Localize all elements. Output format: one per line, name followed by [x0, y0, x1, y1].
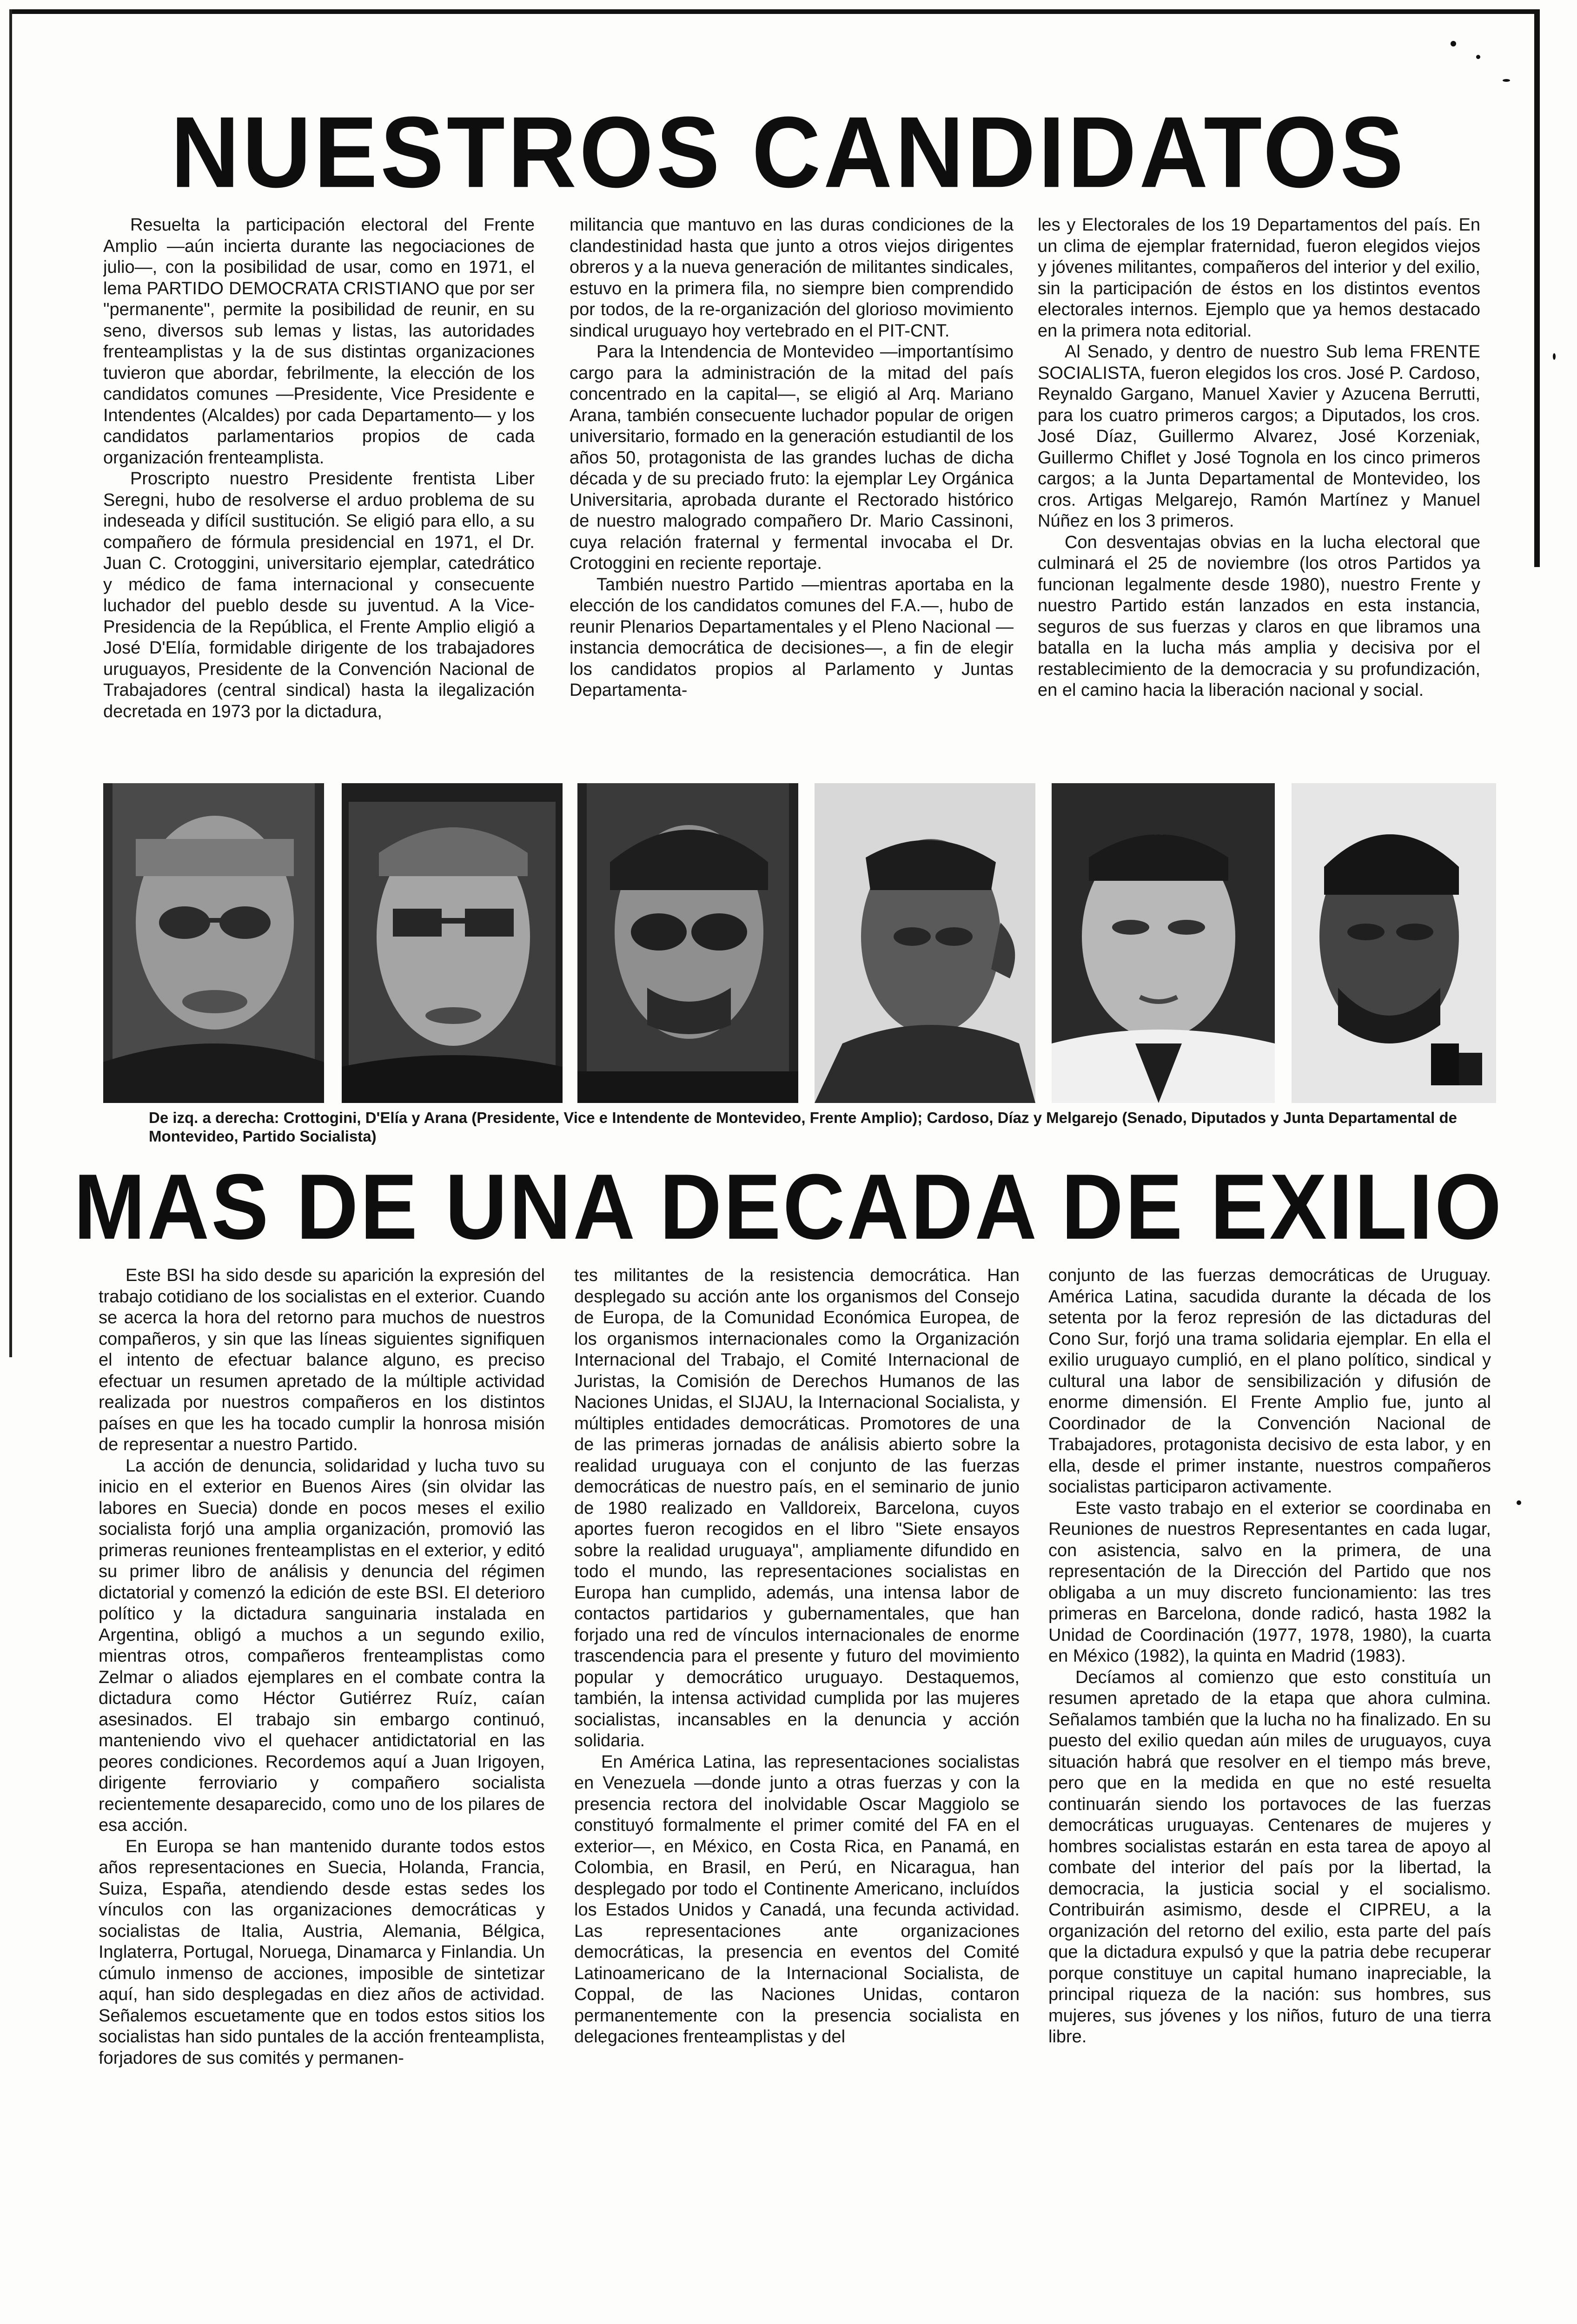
article2-col1-paragraph: La acción de denuncia, solidaridad y lucha tuvo su inicio en el exterior en Buenos Aires (sin olvidar las labores en Suecia) donde en pocos meses el exilio socialista forjó una amplia organización, promovió las primeras reuniones frenteamplistas en el exterior, y editó su primer libro de análisis y denuncia del régimen dictatorial y comenzó la edición de este BSI. El deterioro político y la dictadura sanguinaria instalada en Argentina, obligó a muchos a un segundo exilio, mientras otros, compañeros frenteamplistas como Zelmar o aliados ejemplares en el combate contra la dictadura como Héctor Gutiérrez Ruíz, caían asesinados. El trabajo sin embargo continuó, manteniendo vivo el quehacer antidictatorial en las peores condiciones. Recordemos aquí a Juan Irigoyen, dirigente ferroviario y compañero socialista recientemente desaparecido, como uno de los pilares de esa acción.: [99, 1456, 545, 1835]
print-speck: [1476, 55, 1480, 59]
article1-col2-paragraph: militancia que mantuvo en las duras condiciones de la clandestinidad hasta que junto a otros viejos dirigentes obreros y a la nueva generación de militantes sindicales, estuvo en la primera fila, no siempre bien comprendido por todos, de la re-organización del glorioso movimiento sindical uruguayo hoy vertebrado en el PIT-CNT.: [570, 215, 1014, 341]
article1-col2-paragraph: Para la Intendencia de Montevideo —importantísimo cargo para la administración de la mitad del país concentrado en la capital—, se eligió al Arq. Mariano Arana, también consecuente luchador popular de origen universitario, formado en la generación estudiantil de los años 50, protagonista de las grandes luchas de dicha década y de su preciado fruto: la ejemplar Ley Orgánica Universitaria, aprobada durante el Rectorado histórico de nuestro malogrado compañero Dr. Mario Cassinoni, cuya relación fraternal y fermental invocaba el Dr. Crotoggini en reciente reportaje.: [570, 342, 1014, 573]
article2-col1-paragraph: En Europa se han mantenido durante todos estos años representaciones en Suecia, Holanda, Francia, Suiza, España, atendiendo desde estas sedes los vínculos con las organizaciones democráticas y socialistas de Italia, Austria, Alemania, Bélgica, Inglaterra, Portugal, Noruega, Dinamarca y Finlandia. Un cúmulo inmenso de acciones, imposible de sintetizar aquí, han sido desplegadas en diez años de actividad. Señalemos escuetamente que en todos estos sitios los socialistas han sido puntales de la acción frenteamplista, forjadores de sus comités y permanen-: [99, 1836, 545, 2068]
article2-col3-paragraph: Decíamos al comienzo que esto constituía un resumen apretado de la etapa que ahora culmina. Señalamos también que la lucha no ha finalizado. En su puesto del exilio quedan aún miles de uruguayos, cuya situación habrá que resolver en el tiempo más breve, pero que en la medida en que no esté resuelta continuarán siendo los portavoces de las fuerzas democráticas uruguayas. Centenares de mujeres y hombres socialistas estarán en esta tarea de apoyo al combate del interior del país por la libertad, la democracia, la justicia social y el socialismo. Contribuirán asimismo, desde el CIPREU, a la organización del retorno del exilio, esta parte del país que la dictadura expulsó y que la patria debe recuperar porque constituye un capital humano inapreciable, la principal riqueza de la nación: sus hombres, sus mujeres, sus jóvenes y los niños, futuro de una tierra libre.: [1048, 1667, 1491, 2047]
article1-col3-paragraph: Al Senado, y dentro de nuestro Sub lema FRENTE SOCIALISTA, fueron elegidos los cros. José P. Cardoso, Reynaldo Gargano, Manuel Xavier y Azucena Berrutti, para los cuatro primeros cargos; a Diputados, los cros. José Díaz, Guillermo Alvarez, José Korzeniak, Guillermo Chiflet y José Tognola en los cinco primeros cargos; a la Junta Departamental de Montevideo, los cros. Artigas Melgarejo, Ramón Martínez y Manuel Núñez en los 3 primeros.: [1038, 342, 1480, 531]
headline-nuestros-candidatos: NUESTROS CANDIDATOS: [171, 96, 1406, 209]
candidate-photo-diaz: [1052, 783, 1275, 1103]
article2-column-2: [574, 1265, 1020, 2324]
candidate-photo-melgarejo: [1292, 783, 1496, 1103]
article2-col2-paragraph: tes militantes de la resistencia democrática. Han desplegado su acción ante los organismos del Consejo de Europa, de la Comunidad Económica Europea, de los organismos internacionales como la Organización Internacional del Trabajo, el Comité Internacional de Juristas, la Comisión de Derechos Humanos de las Naciones Unidas, el SIJAU, la Internacional Socialista, y múltiples entidades democráticas. Promotores de una de las primeras jornadas de análisis abierto sobre la realidad uruguaya con el conjunto de las fuerzas democráticas de nuestro país, en el seminario de junio de 1980 realizado en Valldoreix, Barcelona, cuyos aportes fueron recogidos en el libro "Siete ensayos sobre la realidad uruguaya", ampliamente difundido en todo el mundo, las representaciones socialistas en Europa han cumplido, además, una intensa labor de contactos partidarios y gubernamentales, que han forjado una red de vínculos internacionales de enorme trascendencia para el presente y futuro del movimiento popular y democrático uruguayo. Destaquemos, también, la intensa actividad cumplida por las mujeres socialistas, incansables en la denuncia y acción solidaria.: [574, 1266, 1020, 1750]
left-border-rule: [9, 9, 12, 1357]
right-border-rule: [1534, 9, 1540, 567]
article1-col2-paragraph: También nuestro Partido —mientras aportaba en la elección de los candidatos comunes del F.A.—, hubo de reunir Plenarios Departamentales y el Pleno Nacional —instancia democrática de decisiones—, a fin de elegir los candidatos propios al Parlamento y Juntas Departamenta-: [570, 574, 1014, 700]
article2-column-1: [99, 1265, 545, 2324]
article2-col1-paragraph: Este BSI ha sido desde su aparición la expresión del trabajo cotidiano de los socialistas en el exterior. Cuando se acerca la hora del retorno para muchos de nuestros compañeros, y sin que las líneas siguientes signifiquen el intento de efectuar balance alguno, es preciso efectuar un resumen apretado de la múltiple actividad realizada por nuestros compañeros en los distintos países en que les ha tocado cumplir la honrosa misión de representar a nuestro Partido.: [99, 1266, 545, 1454]
candidate-photo-delia: [342, 783, 563, 1103]
top-border-rule: [9, 9, 1539, 14]
candidate-photo-arana: [577, 783, 798, 1103]
print-speck: [1517, 1500, 1521, 1505]
article1-column-1: [103, 215, 535, 770]
candidate-photo-crottogini: [103, 783, 324, 1103]
article1-col3-paragraph: Con desventajas obvias en la lucha electoral que culminará el 25 de noviembre (los otros Partidos ya funcionan legalmente desde 1980), nuestro Frente y nuestro Partido están lanzados en esta instancia, seguros de sus fuerzas y claros en que libramos una batalla en la lucha más amplia y decisiva por el restablecimiento de la democracia y su profundización, en el camino hacia la liberación nacional y social.: [1038, 532, 1480, 700]
article2-col3-paragraph: conjunto de las fuerzas democráticas de Uruguay. América Latina, sacudida durante la década de los setenta por la feroz represión de las dictaduras del Cono Sur, forjó una trama solidaria ejemplar. En ella el exilio uruguayo cumplió, en el plano político, sindical y cultural una labor de sensibilización y difusión de enorme dimensión. El Frente Amplio fue, junto al Coordinador de la Convención Nacional de Trabajadores, protagonista decisivo de esta labor, y en ella, desde el primer instante, nuestros compañeros socialistas participaron activamente.: [1048, 1266, 1491, 1497]
article2-column-3: [1048, 1265, 1491, 2324]
print-speck: [1553, 353, 1556, 360]
print-speck: [1451, 41, 1456, 46]
candidate-photo-cardoso: [815, 783, 1035, 1103]
article1-column-3: [1038, 215, 1480, 770]
article1-column-2: [570, 215, 1014, 770]
article2-col3-paragraph: Este vasto trabajo en el exterior se coordinaba en Reuniones de nuestros Representantes en cada lugar, con asistencia, salvo en la primera, de una representación de la Dirección del Partido que nos obligaba a un muy discreto funcionamiento: las tres primeras en Barcelona, donde radicó, hasta 1982 la Unidad de Coordinación (1977, 1978, 1980), la cuarta en México (1982), la quinta en Madrid (1983).: [1048, 1498, 1491, 1666]
photo-caption: De izq. a derecha: Crottogini, D'Elía y Arana (Presidente, Vice e Intendente de Montevideo, Frente Amplio); Cardoso, Díaz y Melgarejo (Senado, Diputados y Junta Departamental de Montevideo, Partido Socialista): [149, 1109, 1458, 1145]
article2-col2-paragraph: En América Latina, las representaciones socialistas en Venezuela —donde junto a otras fuerzas y con la presencia rectora del inolvidable Oscar Maggiolo se constituyó formalmente el primer comité del FA en el exterior—, en México, en Costa Rica, en Panamá, en Colombia, en Brasil, en Perú, en Nicaragua, han desplegado por todo el Continente Americano, incluídos los Estados Unidos y Canadá, una fecunda actividad. Las representaciones ante organizaciones democráticas, la presencia en eventos del Comité Latinoamericano de la Internacional Socialista, de Coppal, de las Naciones Unidas, contaron permanentemente con la presencia socialista en delegaciones frenteamplistas y del: [574, 1752, 1020, 2047]
article1-col3-paragraph: les y Electorales de los 19 Departamentos del país. En un clima de ejemplar fraternidad, fueron elegidos viejos y jóvenes militantes, compañeros del interior y del exilio, sin la participación de éstos en los distintos eventos electorales internos. Ejemplo que ya hemos destacado en la primera nota editorial.: [1038, 215, 1480, 341]
headline-mas-de-una-decada-de-exilio: MAS DE UNA DECADA DE EXILIO: [73, 1155, 1504, 1259]
article1-col1-paragraph: Proscripto nuestro Presidente frentista Liber Seregni, hubo de resolverse el arduo problema de su indeseada y difícil sustitución. Se eligió para ello, a su compañero de fórmula presidencial en 1971, el Dr. Juan C. Crotoggini, universitario ejemplar, catedrático y médico de fama internacional y consecuente luchador del pueblo desde su juventud. A la Vice-Presidencia de la República, el Frente Amplio eligió a José D'Elía, formidable dirigente de los trabajadores uruguayos, Presidente de la Convención Nacional de Trabajadores (central sindical) hasta la ilegalización decretada en 1973 por la dictadura,: [103, 469, 535, 721]
article1-col1-paragraph: Resuelta la participación electoral del Frente Amplio —aún incierta durante las negociaciones de julio—, con la posibilidad de usar, como en 1971, el lema PARTIDO DEMOCRATA CRISTIANO que por ser "permanente", permite la posibilidad de reunir, en su seno, diversos sub lemas y listas, las autoridades frenteamplistas y la de sus distintas organizaciones tuvieron que abordar, febrilmente, la elección de los candidatos comunes —Presidente, Vice Presidente e Intendentes (Alcaldes) por cada Departamento— y los candidatos parlamentarios propios de cada organización frenteamplista.: [103, 215, 535, 468]
print-speck: [1503, 79, 1510, 82]
